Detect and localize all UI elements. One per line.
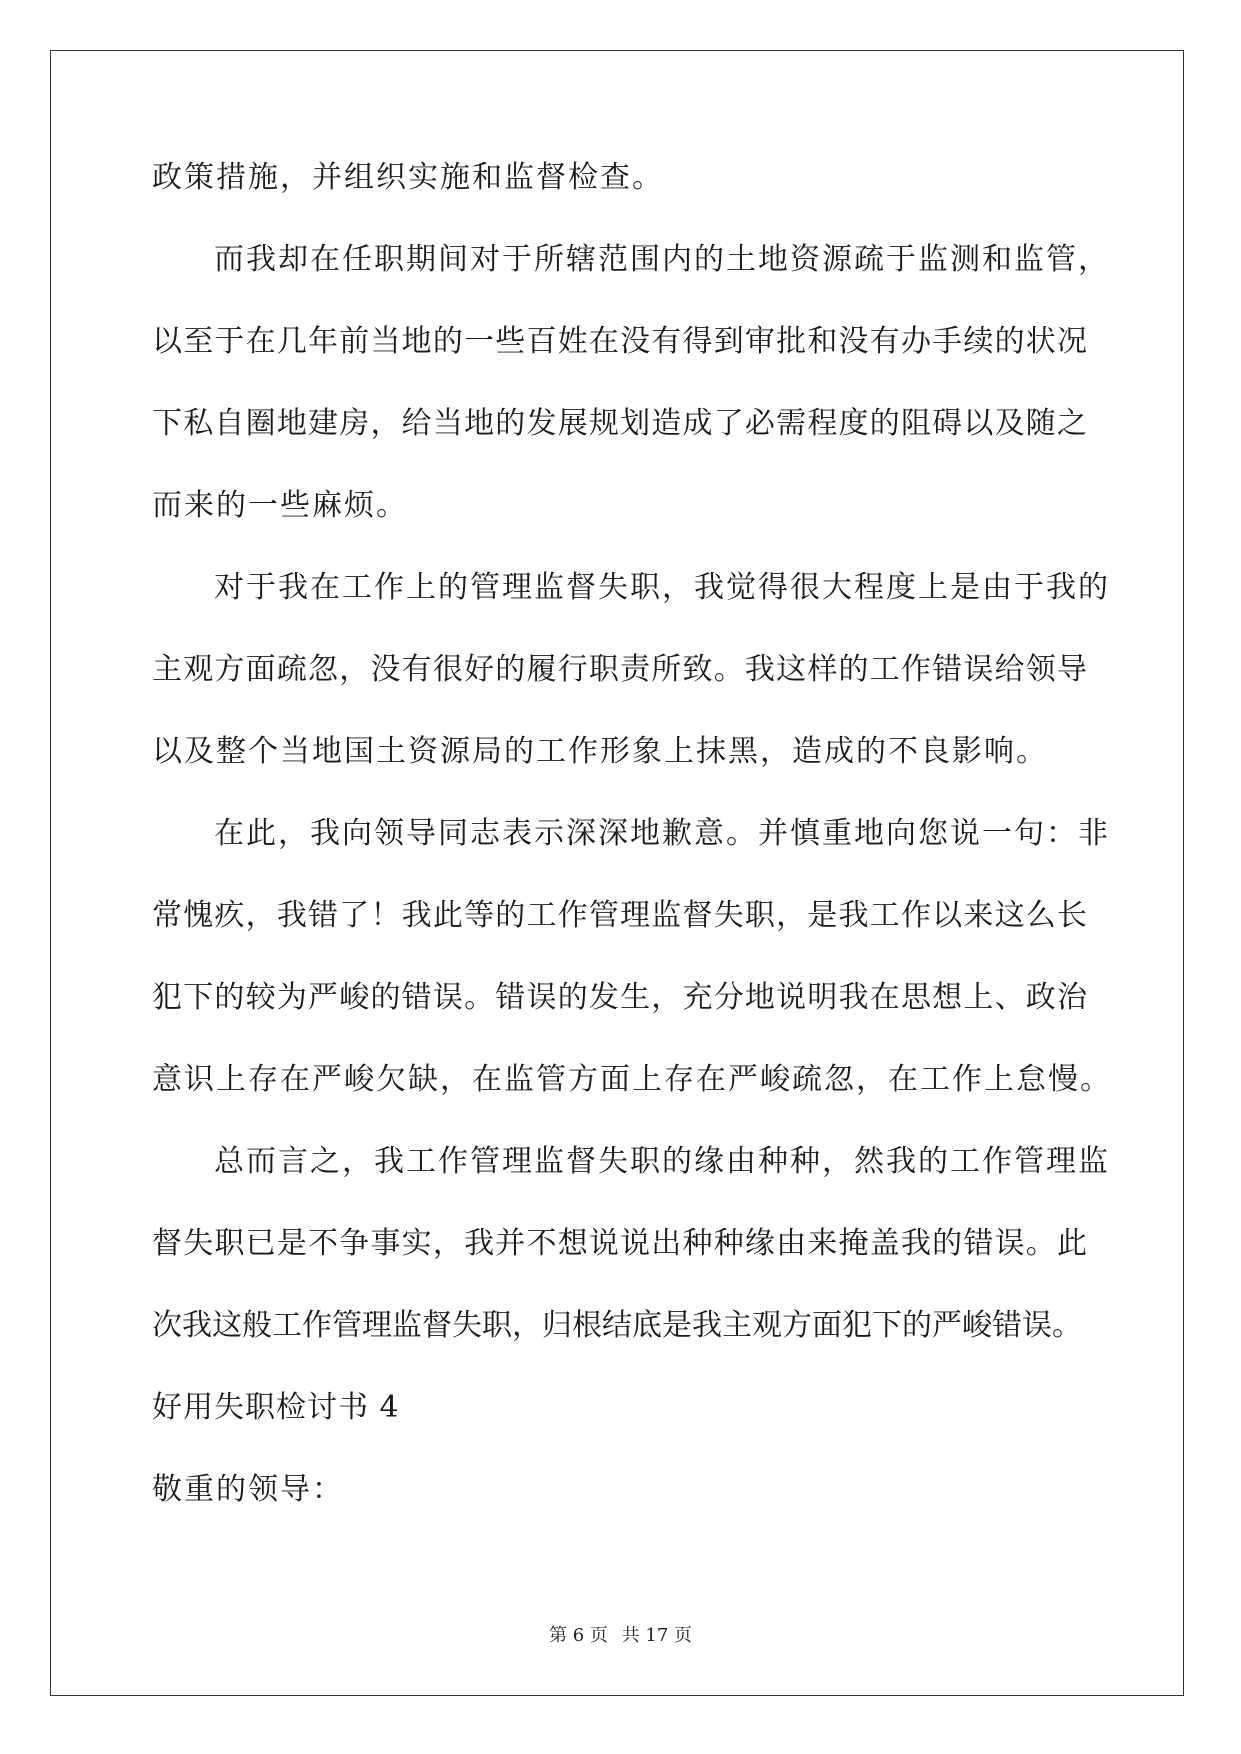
- paragraph-start-line: 总而言之，我工作管理监督失职的缘由种种，然我的工作管理监: [214, 1144, 1110, 1179]
- paragraph-start-line: 在此，我向领导同志表示深深地歉意。并慎重地向您说一句：非: [214, 816, 1110, 851]
- page-footer: [0, 1624, 1241, 1648]
- text-line: 政策措施，并组织实施和监督检查。: [152, 160, 664, 195]
- text-line: 主观方面疏忽，没有很好的履行职责所致。我这样的工作错误给领导: [152, 652, 1087, 687]
- section-heading: 好用失职检讨书 4: [152, 1390, 400, 1425]
- text-line: 以及整个当地国土资源局的工作形象上抹黑，造成的不良影响。: [152, 734, 1048, 769]
- text-line: 次我这般工作管理监督失职，归根结底是我主观方面犯下的严峻错误。: [152, 1308, 1082, 1343]
- text-line: 犯下的较为严峻的错误。错误的发生，充分地说明我在思想上、政治: [152, 980, 1087, 1015]
- paragraph-start-line: 对于我在工作上的管理监督失职，我觉得很大程度上是由于我的: [214, 570, 1110, 605]
- page-total: 共 17 页: [621, 1625, 692, 1646]
- salutation: 敬重的领导：: [152, 1472, 344, 1507]
- text-line: 督失职已是不争事实，我并不想说说出种种缘由来掩盖我的错误。此: [152, 1226, 1087, 1261]
- text-line: 而来的一些麻烦。: [152, 488, 408, 523]
- text-line: 以至于在几年前当地的一些百姓在没有得到审批和没有办手续的状况: [152, 324, 1087, 359]
- text-line: 下私自圈地建房，给当地的发展规划造成了必需程度的阻碍以及随之: [152, 406, 1087, 441]
- text-line: 常愧疚，我错了！我此等的工作管理监督失职，是我工作以来这么长: [152, 898, 1087, 933]
- document-body: [152, 158, 1112, 1552]
- text-line: 意识上存在严峻欠缺，在监管方面上存在严峻疏忽，在工作上怠慢。: [152, 1062, 1112, 1097]
- paragraph-start-line: 而我却在任职期间对于所辖范围内的土地资源疏于监测和监管，: [214, 242, 1110, 277]
- page-number: 第 6 页: [549, 1625, 608, 1646]
